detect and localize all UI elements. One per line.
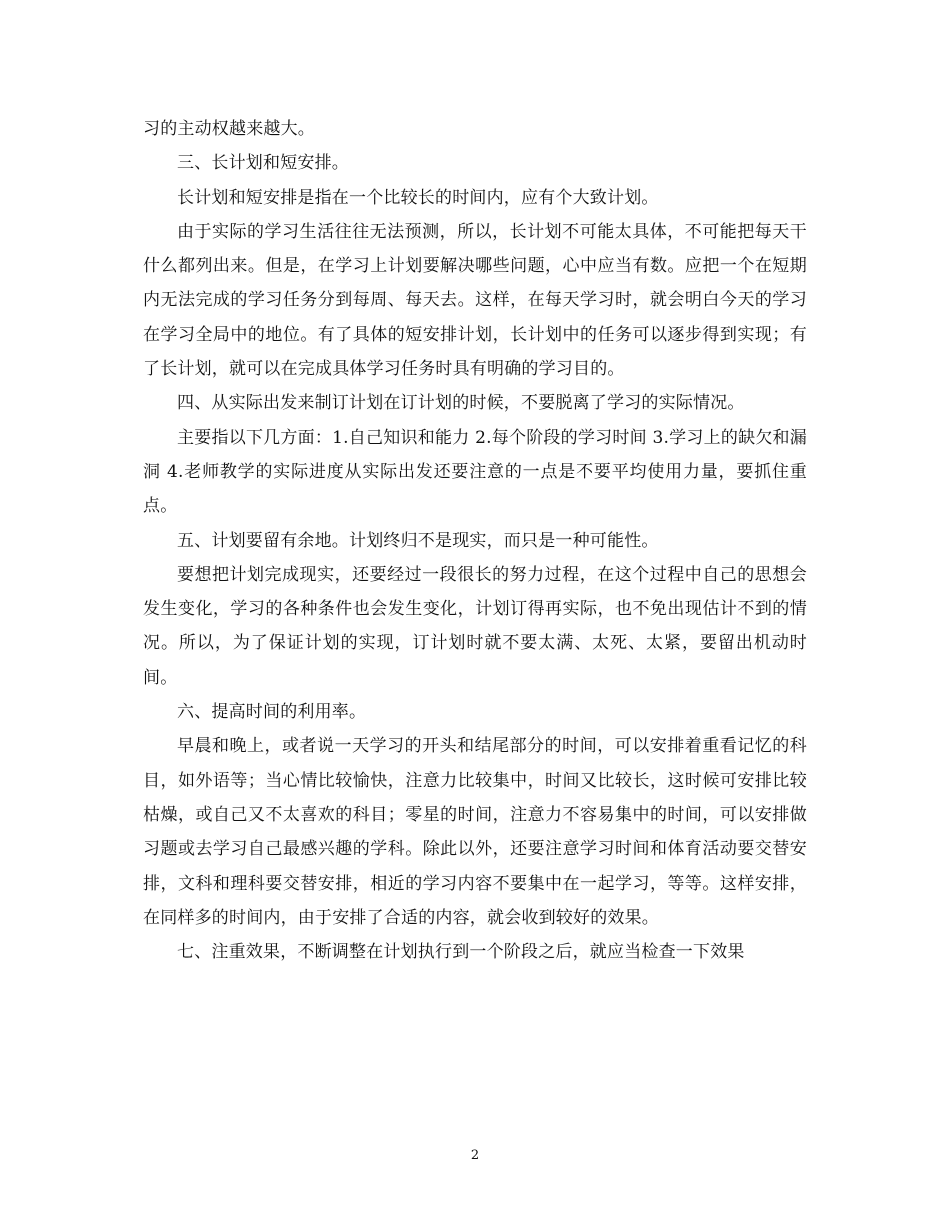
heading-focus-results: 七、注重效果，不断调整在计划执行到一个阶段之后，就应当检查一下效果 (177, 942, 745, 963)
paragraph: 长计划和短安排是指在一个比较长的时间内，应有个大致计划。 (177, 187, 659, 208)
paragraph: 由于实际的学习生活往往无法预测，所以，长计划不可能太具体，不可能把每天干什么都列出来。但是，在学习上计划要解决哪些问题，心中应当有数。应把一个在短期内无法完成的学习任务分到每周、每天去。这样，在每天学习时，就会明白今天的学习在学习全局中的地位。有了具体的短安排计划，长计划中的任务可以逐步得到实现；有了长计划，就可以在完成具体学习任务时具有明确的学习目的。 (143, 221, 807, 380)
page-number: 2 (470, 1148, 480, 1163)
paragraph: 主要指以下几方面：1.自己知识和能力 2.每个阶段的学习时间 3.学习上的缺欠和漏洞 4.老师教学的实际进度从实际出发还要注意的一点是不要平均使用力量，要抓住重点。 (143, 427, 807, 517)
paragraph: 要想把计划完成现实，还要经过一段很长的努力过程，在这个过程中自己的思想会发生变化，学习的各种条件也会发生变化，计划订得再实际，也不免出现估计不到的情况。所以，为了保证计划的实现，订计划时就不要太满、太死、太紧，要留出机动时间。 (143, 564, 807, 688)
heading-time-efficiency: 六、提高时间的利用率。 (177, 702, 367, 723)
paragraph: 早晨和晚上，或者说一天学习的开头和结尾部分的时间，可以安排着重看记忆的科目，如外语等；当心情比较愉快，注意力比较集中，时间又比较长，这时候可安排比较枯燥，或自己又不太喜欢的科目；零星的时间，注意力不容易集中的时间，可以安排做习题或去学习自己最感兴趣的学科。除此以外，还要注意学习时间和体育活动要交替安排，文科和理科要交替安排，相近的学习内容不要集中在一起学习，等等。这样安排，在同样多的时间内，由于安排了合适的内容，就会收到较好的效果。 (143, 736, 807, 928)
heading-long-short-plan: 三、长计划和短安排。 (177, 153, 349, 174)
heading-practical-plan: 四、从实际出发来制订计划在订计划的时候，不要脱离了学习的实际情况。 (177, 393, 745, 414)
body-text (143, 112, 807, 969)
heading-leave-margin: 五、计划要留有余地。计划终归不是现实，而只是一种可能性。 (177, 530, 659, 551)
paragraph-continuation: 习的主动权越来越大。 (143, 119, 315, 139)
